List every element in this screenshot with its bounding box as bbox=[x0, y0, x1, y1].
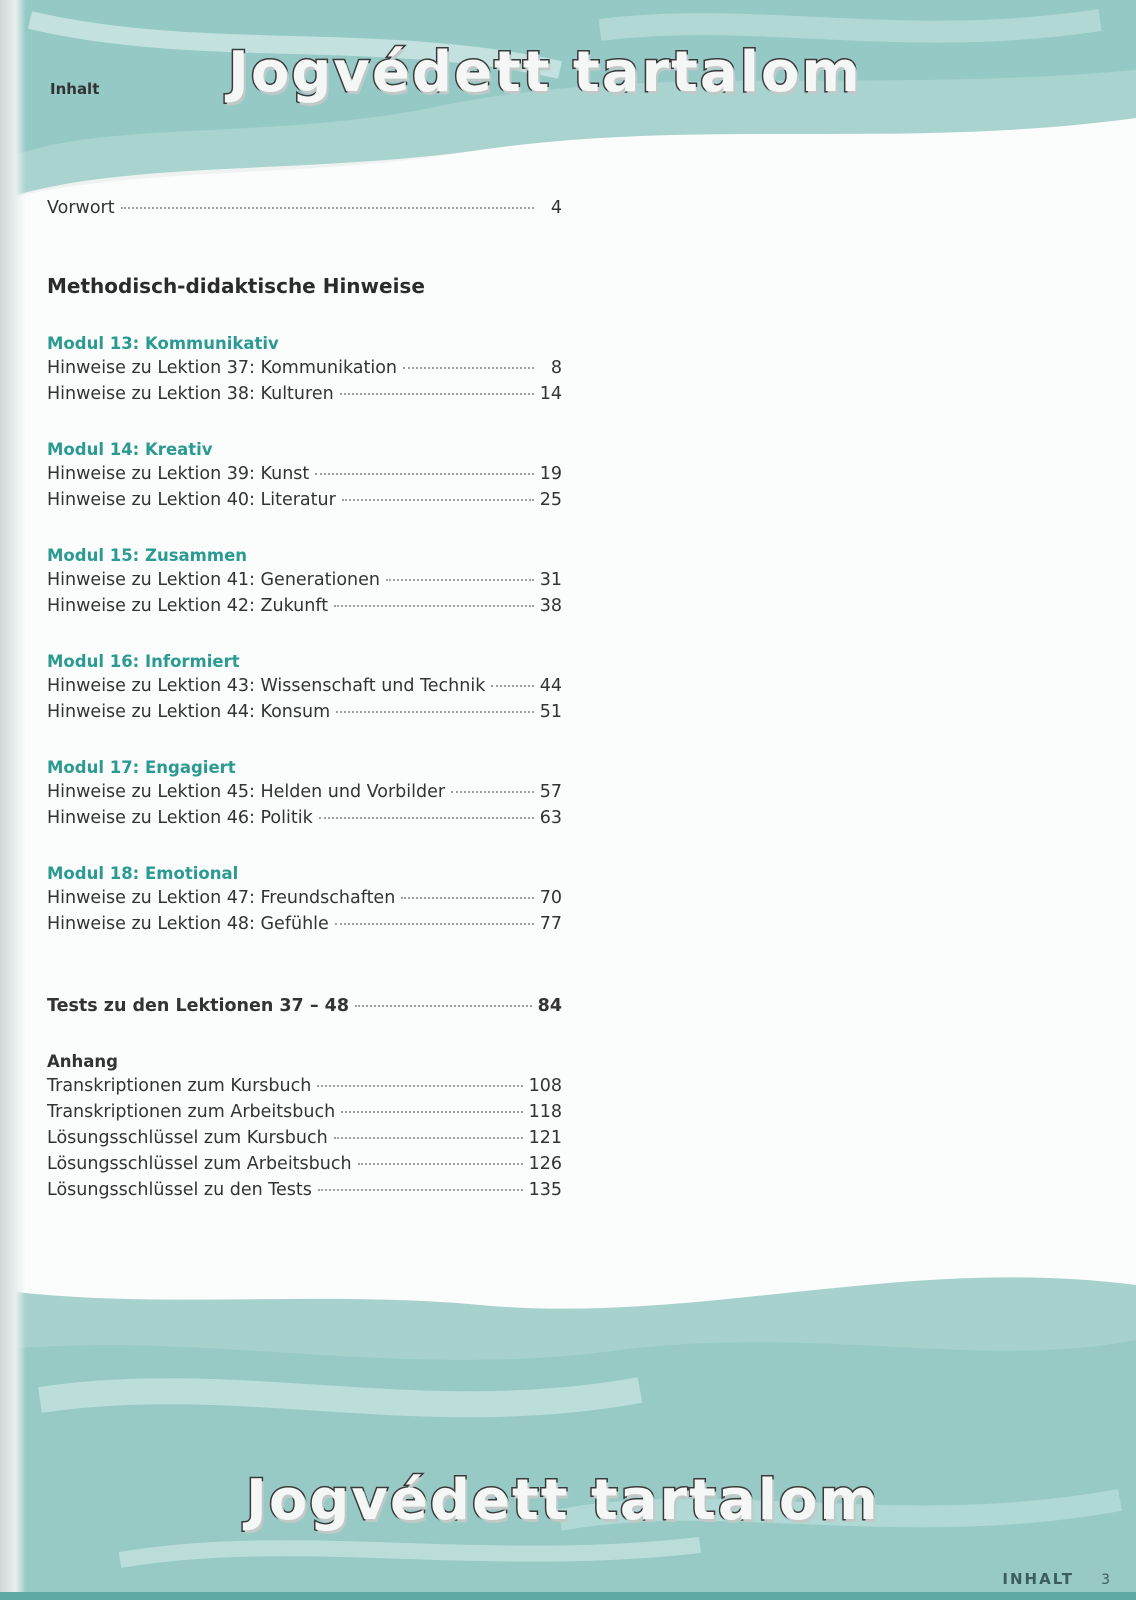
leader-dots bbox=[340, 393, 534, 395]
toc-page-number: 63 bbox=[539, 808, 562, 828]
toc-entry-label: Vorwort bbox=[47, 198, 115, 218]
module-title: Modul 15: Zusammen bbox=[47, 546, 248, 565]
toc-entry-label: Hinweise zu Lektion 42: Zukunft bbox=[47, 596, 329, 616]
leader-dots bbox=[319, 817, 534, 819]
module-title: Modul 17: Engagiert bbox=[47, 758, 236, 777]
leader-dots bbox=[334, 605, 534, 607]
toc-entry[interactable] bbox=[47, 914, 562, 934]
toc-page-number: 77 bbox=[539, 914, 562, 934]
watermark-bottom: Jogvédett tartalom bbox=[246, 1468, 880, 1533]
toc-entry-label: Hinweise zu Lektion 39: Kunst bbox=[47, 464, 310, 484]
toc-page-number: 135 bbox=[528, 1180, 562, 1200]
footer-page-number: 3 bbox=[1101, 1572, 1110, 1588]
toc-entry[interactable] bbox=[47, 464, 562, 484]
section-title: Methodisch-didaktische Hinweise bbox=[47, 274, 425, 298]
leader-dots bbox=[403, 367, 534, 369]
toc-entry-label: Hinweise zu Lektion 45: Helden und Vorbilder bbox=[47, 782, 446, 802]
toc-entry[interactable] bbox=[47, 1076, 562, 1096]
leader-dots bbox=[341, 1111, 522, 1113]
toc-entry[interactable] bbox=[47, 808, 562, 828]
leader-dots bbox=[335, 923, 534, 925]
toc-page-number: 57 bbox=[539, 782, 562, 802]
appendix-title: Anhang bbox=[47, 1052, 118, 1071]
toc-page-number: 31 bbox=[539, 570, 562, 590]
toc-entry-label: Hinweise zu Lektion 41: Generationen bbox=[47, 570, 380, 590]
toc-page-number: 8 bbox=[550, 358, 562, 378]
module-title: Modul 16: Informiert bbox=[47, 652, 240, 671]
leader-dots bbox=[451, 791, 534, 793]
leader-dots bbox=[318, 1189, 523, 1191]
leader-dots bbox=[334, 1137, 523, 1139]
toc-page-number: 118 bbox=[528, 1102, 562, 1122]
toc-entry[interactable] bbox=[47, 490, 562, 510]
toc-entry[interactable] bbox=[47, 782, 562, 802]
toc-page-number: 14 bbox=[539, 384, 562, 404]
toc-entry-label: Transkriptionen zum Kursbuch bbox=[47, 1076, 312, 1096]
toc-page-number: 70 bbox=[539, 888, 562, 908]
leader-dots bbox=[121, 207, 534, 209]
module-title: Modul 14: Kreativ bbox=[47, 440, 213, 459]
toc-page-number: 38 bbox=[539, 596, 562, 616]
toc-page-number: 44 bbox=[539, 676, 562, 696]
toc-page-number: 121 bbox=[528, 1128, 562, 1148]
toc-entry-label: Hinweise zu Lektion 40: Literatur bbox=[47, 490, 336, 510]
toc-entry-label: Lösungsschlüssel zum Arbeitsbuch bbox=[47, 1154, 352, 1174]
toc-entry-label: Hinweise zu Lektion 43: Wissenschaft und Technik bbox=[47, 676, 486, 696]
toc-entry-label: Hinweise zu Lektion 37: Kommunikation bbox=[47, 358, 398, 378]
toc-page-number: 126 bbox=[528, 1154, 562, 1174]
toc-page-number: 4 bbox=[550, 198, 562, 218]
toc-entry[interactable] bbox=[47, 358, 562, 378]
running-head: Inhalt bbox=[50, 80, 100, 98]
leader-dots bbox=[386, 579, 534, 581]
leader-dots bbox=[315, 473, 533, 475]
module-title: Modul 13: Kommunikativ bbox=[47, 334, 279, 353]
watermark-top: Jogvédett tartalom bbox=[228, 40, 862, 105]
binding-shadow bbox=[0, 0, 26, 1600]
toc-entry-label: Lösungsschlüssel zum Kursbuch bbox=[47, 1128, 328, 1148]
footer-running-title: INHALT bbox=[1002, 1570, 1074, 1588]
toc-entry[interactable] bbox=[47, 384, 562, 404]
toc-entry[interactable] bbox=[47, 1154, 562, 1174]
toc-entry-label: Hinweise zu Lektion 46: Politik bbox=[47, 808, 313, 828]
footer-bar bbox=[0, 1592, 1136, 1600]
toc-entry-label: Tests zu den Lektionen 37 – 48 bbox=[47, 996, 350, 1016]
toc-entry-label: Hinweise zu Lektion 48: Gefühle bbox=[47, 914, 329, 934]
leader-dots bbox=[358, 1163, 523, 1165]
leader-dots bbox=[401, 897, 533, 899]
leader-dots bbox=[491, 685, 533, 687]
leader-dots bbox=[355, 1005, 532, 1007]
toc-entry-label: Transkriptionen zum Arbeitsbuch bbox=[47, 1102, 336, 1122]
toc-entry[interactable] bbox=[47, 1180, 562, 1200]
toc-entry[interactable] bbox=[47, 570, 562, 590]
toc-entry[interactable] bbox=[47, 676, 562, 696]
toc-entry[interactable] bbox=[47, 596, 562, 616]
toc-entry[interactable] bbox=[47, 1128, 562, 1148]
toc-entry[interactable] bbox=[47, 702, 562, 722]
toc-entry-label: Hinweise zu Lektion 44: Konsum bbox=[47, 702, 331, 722]
toc-entry-label: Lösungsschlüssel zu den Tests bbox=[47, 1180, 312, 1200]
toc-entry-label: Hinweise zu Lektion 47: Freundschaften bbox=[47, 888, 396, 908]
toc-page-number: 108 bbox=[528, 1076, 562, 1096]
toc-entry[interactable] bbox=[47, 888, 562, 908]
toc-page-number: 51 bbox=[539, 702, 562, 722]
toc-page-number: 25 bbox=[539, 490, 562, 510]
toc-entry[interactable] bbox=[47, 1102, 562, 1122]
toc-entry-label: Hinweise zu Lektion 38: Kulturen bbox=[47, 384, 334, 404]
leader-dots bbox=[317, 1085, 522, 1087]
module-title: Modul 18: Emotional bbox=[47, 864, 239, 883]
toc-entry-vorwort[interactable] bbox=[47, 198, 562, 218]
toc-entry-tests[interactable] bbox=[47, 996, 562, 1016]
leader-dots bbox=[342, 499, 534, 501]
toc-page-number: 19 bbox=[539, 464, 562, 484]
toc-page-number: 84 bbox=[537, 996, 562, 1016]
leader-dots bbox=[336, 711, 534, 713]
